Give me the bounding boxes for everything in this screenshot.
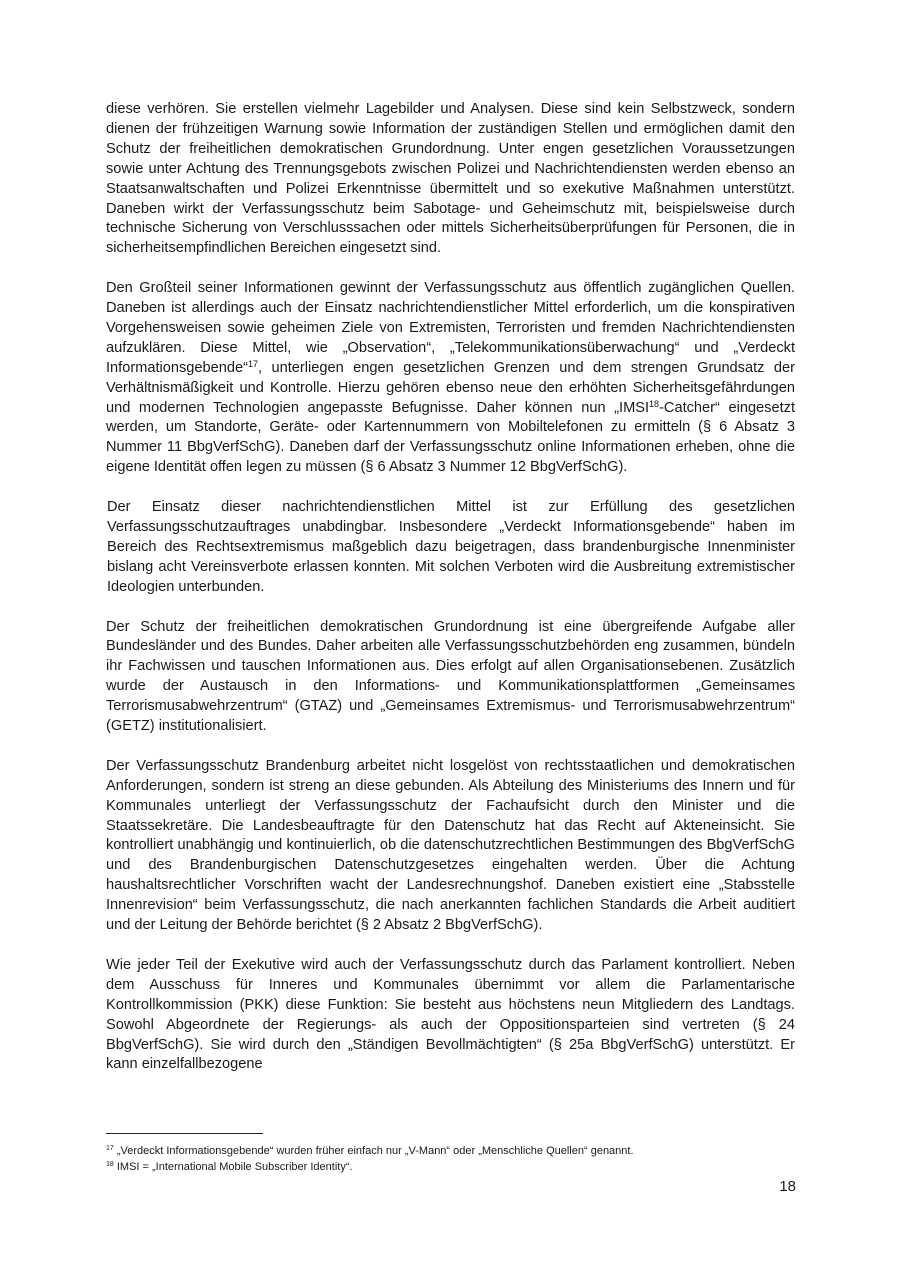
- paragraph-intelligence-means: Der Einsatz dieser nachrichtendienstlichen Mittel ist zur Erfüllung des gesetzlichen Verfassungsschutzauftrages unabdingbar. Insbesondere „Verdeckt Informationsgebende“ haben im Bereich des Rechtsextremismus maßgeblich dazu beigetragen, dass brandenburgische Innenminister bislang acht Vereinsverbote erlassen konnten. Mit solchen Verboten wird die Ausbreitung extremistischer Ideologien unterbunden.: [107, 499, 795, 595]
- footnote-number: 17: [106, 1145, 114, 1152]
- paragraph-intro: diese verhören. Sie erstellen vielmehr Lagebilder und Analysen. Diese sind kein Selbstzweck, sondern dienen der frühzeitigen Warnung sowie Information der zuständigen Stellen und ermöglichen damit den Schutz der freiheitlichen demokratischen Grundordnung. Unter engen gesetzlichen Voraussetzungen sowie unter Achtung des Trennungsgebots zwischen Polizei und Nachrichtendiensten werden ebenso an Staatsanwaltschaften und Polizei Erkenntnisse übermittelt und so exekutive Maßnahmen unterstützt. Daneben wirkt der Verfassungsschutz beim Sabotage- und Geheimschutz mit, beispielsweise durch technische Sicherung von Verschlusssachen oder mittels Sicherheitsüberprüfungen für Personen, die in sicherheitsempfindlichen Bereichen eingesetzt sind.: [106, 101, 795, 257]
- page-number: 18: [779, 1178, 796, 1195]
- paragraph-text-part: , unterliegen engen gesetzlichen Grenzen und dem strengen Grundsatz der Verhältnismäßigkeit und Kontrolle. Hierzu gehören ebenso neue den erhöhten Sicherheitsgefährdungen und modernen Technologien angepasste Befugnisse. Daher können nun „IMSI: [106, 359, 795, 416]
- footnote-separator: [106, 1133, 263, 1134]
- paragraph-text-part: -Catcher“ eingesetzt werden, um Standorte, Geräte- oder Kartennummern von Mobiltelefonen zu ermitteln (§ 6 Absatz 3 Nummer 11 BbgVerfSchG). Daneben darf der Verfassungsschutz online Informationen erheben, ohne die eigene Identität offen legen zu müssen (§ 6 Absatz 3 Nummer 12 BbgVerfSchG).: [106, 399, 795, 476]
- footnote-17: [106, 1143, 795, 1159]
- footnote-reference-17[interactable]: 17: [247, 358, 258, 369]
- footnote-18: [106, 1159, 795, 1175]
- paragraph-text-part: Den Großteil seiner Informationen gewinnt der Verfassungsschutz aus öffentlich zugänglichen Quellen. Daneben ist allerdings auch der Einsatz nachrichtendienstlicher Mittel erforderlich, um die konspirativen Vorgehensweisen sowie geheimen Ziele von Extremisten, Terroristen und fremden Nachrichtendiensten aufzuklären. Diese Mittel, wie „Observation“, „Telekommunikationsüberwachung“ und „Verdeckt Informationsgebende“: [106, 280, 795, 376]
- footnote-number: 18: [106, 1161, 114, 1168]
- paragraph-oversight: Der Verfassungsschutz Brandenburg arbeitet nicht losgelöst von rechtsstaatlichen und demokratischen Anforderungen, sondern ist streng an diese gebunden. Als Abteilung des Ministeriums des Innern und für Kommunales unterliegt der Verfassungsschutz der Fachaufsicht durch den Minister und die Staatssekretäre. Die Landesbeauftragte für den Datenschutz hat das Recht auf Akteneinsicht. Sie kontrolliert unabhängig und kontinuierlich, ob die datenschutzrechtlichen Bestimmungen des BbgVerfSchG und des Brandenburgischen Datenschutzgesetzes eingehalten werden. Über die Achtung haushaltsrechtlicher Vorschriften wacht der Landesrechnungshof. Daneben existiert eine „Stabsstelle Innenrevision“ beim Verfassungsschutz, die nach anerkannten fachlichen Standards die Arbeit auditiert und der Leitung der Behörde berichtet (§ 2 Absatz 2 BbgVerfSchG).: [106, 757, 795, 934]
- footnote-text: „Verdeckt Informationsgebende“ wurden früher einfach nur „V-Mann“ oder „Menschliche Quellen“ genannt.: [113, 1145, 634, 1157]
- paragraph-cooperation: Der Schutz der freiheitlichen demokratischen Grundordnung ist eine übergreifende Aufgabe aller Bundesländer und des Bundes. Daher arbeiten alle Verfassungsschutzbehörden eng zusammen, bündeln ihr Fachwissen und tauschen Informationen aus. Dies erfolgt auf allen Organisationsebenen. Zusätzlich wurde der Austausch in den Informations- und Kommunikationsplattformen „Gemeinsames Terrorismusabwehrzentrum“ (GTAZ) und „Gemeinsames Extremismus- und Terrorismusabwehrzentrum“ (GETZ) institutionalisiert.: [106, 618, 795, 735]
- page-body: [106, 100, 795, 1075]
- footnote-reference-18[interactable]: 18: [649, 398, 660, 409]
- paragraph-information-sources: [106, 279, 795, 478]
- paragraph-parliamentary-control: Wie jeder Teil der Exekutive wird auch der Verfassungsschutz durch das Parlament kontrolliert. Neben dem Ausschuss für Inneres und Kommunales übernimmt vor allem die Parlamentarische Kontrollkommission (PKK) diese Funktion: Sie besteht aus höchstens neun Mitgliedern des Landtags. Sowohl Abgeordnete der Regierungs- als auch der Oppositionsparteien sind vertreten (§ 24 BbgVerfSchG). Sie wird durch den „Ständigen Bevollmächtigten“ (§ 25a BbgVerfSchG) unterstützt. Er kann einzelfallbezogene: [106, 956, 795, 1073]
- footnotes: [106, 1143, 795, 1175]
- footnote-text: IMSI = „International Mobile Subscriber Identity“.: [113, 1161, 353, 1173]
